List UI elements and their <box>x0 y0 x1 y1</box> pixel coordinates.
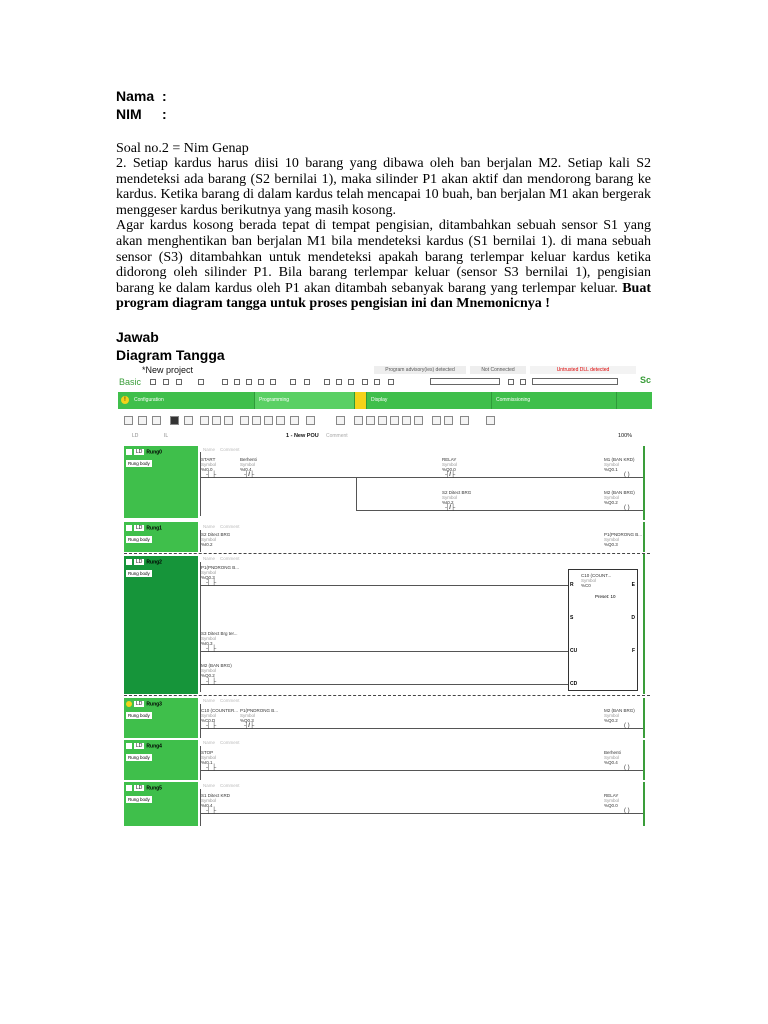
symbol-label: Symbol <box>201 798 217 803</box>
rung2-wire-cu <box>201 651 568 652</box>
main-tab-bar <box>118 392 652 409</box>
lang-ld[interactable]: LD <box>132 433 139 439</box>
rung0-wire <box>201 477 643 478</box>
contact-nc-icon[interactable]: ┤/├ <box>445 505 456 511</box>
target-select[interactable] <box>430 378 500 385</box>
step-icon[interactable] <box>348 379 354 385</box>
rung-lang[interactable]: LD <box>136 785 143 792</box>
counter-pin-r: R <box>570 582 574 588</box>
rung-body-select[interactable]: Rung body <box>128 461 150 466</box>
tab-commissioning[interactable]: Commissioning <box>492 392 617 409</box>
rung-name: Rung5 <box>146 785 162 792</box>
contact-label <box>201 793 230 808</box>
symbol-label: Symbol <box>201 755 217 760</box>
nim-colon: : <box>162 106 167 122</box>
question-paragraph-2 <box>116 218 651 312</box>
ladder-more-icon[interactable] <box>486 416 495 425</box>
coil-mem-icon[interactable] <box>414 416 423 425</box>
rung-list-icon[interactable] <box>152 416 161 425</box>
contact-label <box>201 532 230 547</box>
rung-check-icon[interactable] <box>126 449 132 455</box>
rung-warning-icon <box>126 701 132 707</box>
app-logo: Sc <box>640 375 652 385</box>
coil-label <box>604 750 621 765</box>
run-icon[interactable] <box>324 379 330 385</box>
symbol-label: Symbol <box>604 537 620 542</box>
compare-icon[interactable] <box>290 416 299 425</box>
rung-lang[interactable]: LD <box>136 449 143 456</box>
question-title: Soal no.2 = Nim Genap <box>116 141 249 156</box>
contact-no-icon[interactable]: ┤ ├ <box>206 723 217 729</box>
counter-pin-cu: CU <box>570 648 578 654</box>
rung-lang[interactable]: LD <box>136 525 143 532</box>
contact-label <box>442 490 471 505</box>
contact-name: START <box>201 457 216 462</box>
paste-icon[interactable] <box>246 379 252 385</box>
rung-header[interactable] <box>124 740 198 780</box>
rung-label <box>126 701 162 707</box>
counter-pin-s: S <box>570 615 574 621</box>
rung-lang[interactable]: LD <box>136 701 143 708</box>
preset-value: 10 <box>610 594 616 599</box>
preset-label: Preset <box>595 594 609 599</box>
rung-body-select[interactable]: Rung body <box>128 755 150 760</box>
counter-pin-e: E <box>631 582 635 588</box>
contact-label <box>442 457 457 472</box>
contact-address: %I0.4 <box>201 803 213 808</box>
lang-il[interactable]: IL <box>164 433 169 439</box>
rung-header[interactable] <box>124 446 198 518</box>
name-field-label <box>116 88 167 104</box>
rung-check-icon[interactable] <box>126 559 132 565</box>
contact-rise-icon[interactable] <box>264 416 273 425</box>
rung-label <box>126 525 162 531</box>
right-rail <box>643 522 645 552</box>
cut-icon[interactable] <box>222 379 228 385</box>
rung-divider <box>124 695 650 696</box>
help-icon[interactable] <box>304 379 310 385</box>
rung-header[interactable] <box>124 698 198 738</box>
counter-pin-cd: CD <box>570 681 578 687</box>
coil-name: M2 (BAN BRG) <box>604 490 635 495</box>
rung4-wire <box>201 770 643 771</box>
contact-name: STOP <box>201 750 214 755</box>
coil-name: P1(PNDRONG B... <box>604 532 643 537</box>
rung-check-icon[interactable] <box>126 525 132 531</box>
symbol-label: Symbol <box>604 798 620 803</box>
ladder-toolbar <box>122 415 652 427</box>
zoom-level[interactable]: 100% <box>618 433 633 439</box>
contact-name: S1 Ditect KRD <box>201 793 231 798</box>
contact-name: P1(PNDRONG B... <box>201 565 240 570</box>
question-text <box>116 156 651 312</box>
symbol-label: Symbol <box>604 713 620 718</box>
coil-label <box>604 490 635 505</box>
upload-icon[interactable] <box>374 379 380 385</box>
rung-check-icon[interactable] <box>126 743 132 749</box>
contact-no-icon[interactable]: ┤ ├ <box>206 679 217 685</box>
contact-address: %Q0.3 <box>240 718 254 723</box>
symbol-label: Symbol <box>201 668 217 673</box>
comment-header: Comment <box>220 783 240 788</box>
coil-label <box>604 793 619 808</box>
name-header: Name <box>203 740 216 745</box>
stop-icon[interactable] <box>336 379 342 385</box>
rung-add-icon[interactable] <box>138 416 147 425</box>
status-advisory: Program advisory(ies) detected <box>374 366 466 374</box>
rung-name: Rung3 <box>146 701 162 708</box>
coil-name: M2 (BAN BRG) <box>604 708 635 713</box>
coil-name: Berhenti <box>604 750 621 755</box>
contact-address: %Q0.0 <box>442 467 456 472</box>
rung-label <box>126 449 162 455</box>
coil-label <box>604 708 635 723</box>
coil-neg-icon[interactable] <box>354 416 363 425</box>
contact-no-icon[interactable]: ┤ ├ <box>206 646 217 652</box>
copy-icon[interactable] <box>234 379 240 385</box>
coil-label <box>604 457 635 472</box>
nim-field-label <box>116 106 167 122</box>
undo-icon[interactable] <box>258 379 264 385</box>
contact-name: Berhenti <box>240 457 257 462</box>
rung-insert-icon[interactable] <box>124 416 133 425</box>
rung-name: Rung2 <box>146 559 162 566</box>
settings-icon[interactable] <box>290 379 296 385</box>
pou-comment: Comment <box>326 433 348 439</box>
counter-address: %C0 <box>581 583 591 588</box>
rung3-wire <box>201 728 643 729</box>
coil-reset-icon[interactable] <box>378 416 387 425</box>
symbol-label: Symbol <box>201 713 217 718</box>
diagram-heading: Diagram Tangga <box>116 347 225 363</box>
contact-name: C10 (COUNTER... <box>201 708 239 713</box>
rung-name: Rung4 <box>146 743 162 750</box>
check-icon[interactable] <box>388 379 394 385</box>
rung2-wire-cd <box>201 684 568 685</box>
redo-icon[interactable] <box>270 379 276 385</box>
name-header: Name <box>203 524 216 529</box>
name-header: Name <box>203 447 216 452</box>
coil-icon[interactable]: ( ) <box>624 505 630 511</box>
counter-name: C10 (COUNT... <box>581 573 612 578</box>
save-icon[interactable] <box>176 379 182 385</box>
rung-header[interactable] <box>124 556 198 694</box>
coil-rise-icon[interactable] <box>390 416 399 425</box>
coil-icon[interactable]: ( ) <box>624 723 630 729</box>
contact-name: M2 (BAN BRG) <box>201 663 232 668</box>
coil-address: %Q0.2 <box>604 500 618 505</box>
device-select[interactable] <box>532 378 618 385</box>
coil-name: M1 (BAN KRD) <box>604 457 635 462</box>
symbol-label: Symbol <box>201 636 217 641</box>
contact-label <box>240 708 278 723</box>
contact-address: %I0.1 <box>201 760 213 765</box>
new-icon[interactable] <box>150 379 156 385</box>
comment-header: Comment <box>220 447 240 452</box>
question-paragraph-1: 2. Setiap kardus harus diisi 10 barang yang dibawa oleh ban berjalan M2. Setiap kali S2 mendeteksi ada barang (S2 bernilai 1), maka silinder P1 akan aktif dan mendorong barang ke kardus. Ketika barang di dalam kardus telah mencapai 10 buah, ban berjalan M1 akan bergerak menggeser kardus berikutnya yang masih kosong. <box>116 156 651 218</box>
rung-body-select[interactable]: Rung body <box>128 571 150 576</box>
coil-icon[interactable] <box>336 416 345 425</box>
contact-no-icon[interactable]: ┤ ├ <box>206 580 217 586</box>
coil-label <box>604 532 642 547</box>
contact-address: %Q0.3 <box>201 575 215 580</box>
contact-address: %I0.0 <box>201 467 213 472</box>
rung-lang[interactable]: LD <box>136 743 143 750</box>
pou-title: 1 - New POU <box>286 433 319 439</box>
right-rail <box>643 740 645 780</box>
rung-lang[interactable]: LD <box>136 559 143 566</box>
rung0-branch-wire <box>356 510 643 511</box>
rung2-wire-r <box>201 585 568 586</box>
operate-icon[interactable] <box>444 416 453 425</box>
rung0-branch <box>356 477 357 510</box>
status-dll: Untrusted DLL detected <box>530 366 636 374</box>
disconnect-icon[interactable] <box>520 379 526 385</box>
rung-body-select[interactable]: Rung body <box>128 537 150 542</box>
coil-address: %Q0.0 <box>604 803 618 808</box>
warning-icon: ! <box>121 396 129 404</box>
contact-label <box>201 565 239 580</box>
name-label: Nama <box>116 88 155 104</box>
tab-display[interactable]: Display <box>367 392 492 409</box>
contact-label <box>201 708 238 723</box>
window-title: *New project <box>142 365 194 375</box>
contact-address: %I0.3 <box>201 641 213 646</box>
rung-body-select[interactable]: Rung body <box>128 797 150 802</box>
contact-nc-icon[interactable]: ┤/├ <box>445 472 456 478</box>
symbol-label: Symbol <box>201 537 217 542</box>
coil-address: %Q0.2 <box>604 718 618 723</box>
name-colon: : <box>162 88 167 104</box>
counter-label <box>581 573 611 588</box>
coil-address: %Q0.1 <box>604 467 618 472</box>
select-icon[interactable] <box>200 416 209 425</box>
coil-address: %Q0.3 <box>604 542 618 547</box>
question-paragraph-2-plain: Agar kardus kosong berada tepat di tempat pengisian, ditambahkan sebuah sensor S1 yang akan menghentikan ban berjalan M1 bila mendeteksi kardus (S1 bernilai 1). di mana sebuah sensor (S3) ditambahkan untuk mendeteksi apakah barang terlempar keluar kardus ketika didorong oleh silinder P1. Bila barang terlempar keluar (sensor S3 bernilai 1), pengisian barang ke dalam kardus oleh P1 akan ditambah sebanyak barang yang terlempar keluar. <box>116 218 651 296</box>
contact-label <box>201 457 216 472</box>
tab-warning-marker <box>355 392 367 409</box>
rung-label <box>126 743 162 749</box>
rung5-wire <box>201 813 643 814</box>
rung-header[interactable] <box>124 522 198 552</box>
editor-mode-row <box>122 431 652 441</box>
name-header: Name <box>203 783 216 788</box>
contact-name: S2 Ditect BRG <box>442 490 472 495</box>
symbol-label: Symbol <box>240 713 256 718</box>
contact-name: RELAY <box>442 457 457 462</box>
counter-block[interactable] <box>568 569 638 691</box>
rung-header[interactable] <box>124 782 198 826</box>
coil-set-icon[interactable] <box>366 416 375 425</box>
contact-no-icon[interactable] <box>240 416 249 425</box>
ladder-screenshot <box>118 364 652 826</box>
name-header: Name <box>203 556 216 561</box>
rung-body-select[interactable]: Rung body <box>128 713 150 718</box>
coil-name: RELAY <box>604 793 619 798</box>
nim-label: NIM <box>116 106 142 122</box>
comment-header: Comment <box>220 556 240 561</box>
contact-label <box>240 457 257 472</box>
symbol-label: Symbol <box>581 578 597 583</box>
coil-icon[interactable]: ( ) <box>624 472 630 478</box>
contact-label <box>201 750 216 765</box>
contact-name: P1(PNDRONG B... <box>240 708 279 713</box>
question-instruction: Buat program diagram tangga untuk proses pengisian ini dan Mnemonicnya ! <box>116 280 651 312</box>
contact-name: S3 Ditect Brg ter... <box>201 631 238 636</box>
contact-name: S2 Ditect BRG <box>201 532 231 537</box>
name-header: Name <box>203 698 216 703</box>
draw-line-icon[interactable] <box>212 416 221 425</box>
erase-icon[interactable] <box>224 416 233 425</box>
right-rail <box>643 554 645 694</box>
contact-address: %Q0.2 <box>201 673 215 678</box>
symbol-label: Symbol <box>240 462 256 467</box>
contact-address: %I0.2 <box>201 542 213 547</box>
open-icon[interactable] <box>163 379 169 385</box>
contact-label <box>201 663 232 678</box>
right-rail <box>643 782 645 826</box>
contact-address: %I0.4 <box>240 467 252 472</box>
contact-no-icon[interactable]: ┤ ├ <box>206 472 217 478</box>
contact-nc-icon[interactable]: ┤/├ <box>244 472 255 478</box>
rung-name: Rung0 <box>146 449 162 456</box>
contact-label <box>201 631 238 646</box>
comment-header: Comment <box>220 698 240 703</box>
contact-fall-icon[interactable] <box>276 416 285 425</box>
mode-icon[interactable] <box>170 416 179 425</box>
rung-check-icon[interactable] <box>126 785 132 791</box>
tab-configuration[interactable]: Configuration <box>130 392 255 409</box>
coil-icon[interactable]: ( ) <box>624 765 630 771</box>
symbol-label: Symbol <box>604 495 620 500</box>
rung-name: Rung1 <box>146 525 162 532</box>
download-icon[interactable] <box>362 379 368 385</box>
contact-no-icon[interactable]: ┤ ├ <box>206 765 217 771</box>
contact-address: %C0.D <box>201 718 216 723</box>
ladder-insert-icon[interactable] <box>460 416 469 425</box>
symbol-label: Symbol <box>201 462 217 467</box>
rung-label <box>126 559 162 565</box>
tab-programming[interactable]: Programming <box>255 392 355 409</box>
jump-icon[interactable] <box>432 416 441 425</box>
print-icon[interactable] <box>198 379 204 385</box>
connect-icon[interactable] <box>508 379 514 385</box>
block-icon[interactable] <box>184 416 193 425</box>
contact-no-icon[interactable]: ┤ ├ <box>206 808 217 814</box>
counter-pin-f: F <box>631 648 635 654</box>
mode-label: Basic <box>119 377 142 387</box>
symbol-label: Symbol <box>201 570 217 575</box>
coil-icon[interactable]: ( ) <box>624 808 630 814</box>
function-block-icon[interactable] <box>306 416 315 425</box>
contact-nc-icon[interactable]: ┤/├ <box>244 723 255 729</box>
rung-divider <box>124 553 650 554</box>
symbol-label: Symbol <box>442 462 458 467</box>
coil-address: %Q0.4 <box>604 760 618 765</box>
symbol-label: Symbol <box>442 495 458 500</box>
comment-header: Comment <box>220 524 240 529</box>
symbol-label: Symbol <box>604 462 620 467</box>
counter-preset: Preset: 10 <box>595 594 616 599</box>
comment-header: Comment <box>220 740 240 745</box>
counter-pin-d: D <box>631 615 635 621</box>
right-rail <box>643 446 645 520</box>
right-rail <box>643 698 645 738</box>
status-connection: Not Connected <box>470 366 526 374</box>
symbol-label: Symbol <box>604 755 620 760</box>
rung-label <box>126 785 162 791</box>
coil-fall-icon[interactable] <box>402 416 411 425</box>
answer-heading: Jawab <box>116 329 159 345</box>
contact-address: %I0.2 <box>442 500 454 505</box>
contact-nc-icon[interactable] <box>252 416 261 425</box>
